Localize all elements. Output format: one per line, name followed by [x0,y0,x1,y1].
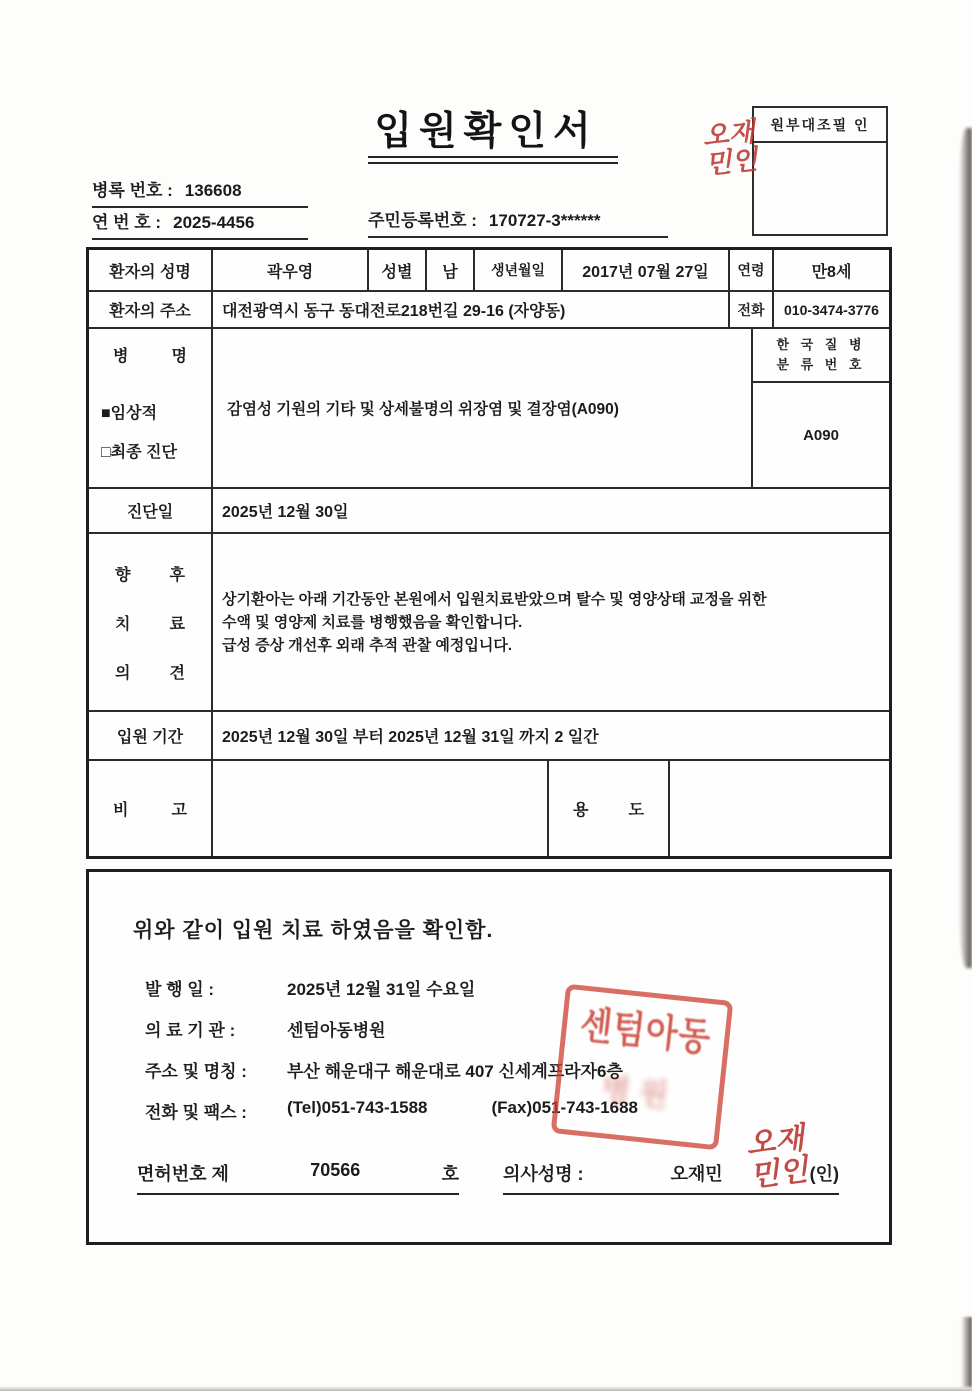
age-value: 만8세 [772,250,889,290]
opinion-label-row2 [115,611,185,634]
license-doctor-row [137,1160,839,1195]
final-diagnosis-checkbox [101,439,199,462]
phone-fax-label: 전화 및 팩스 : [145,1103,247,1122]
opinion-line3: 급성 증상 개선후 외래 추적 관찰 예정입니다. [222,636,512,654]
license-number-value: 70566 [310,1160,361,1180]
diagnosis-name: 감염성 기원의 기타 및 상세불명의 위장염 및 결장염(A090) [227,401,619,418]
opinion-label-char: 견 [169,664,185,682]
opinion-label-char: 료 [169,615,185,633]
age-label: 연령 [728,250,772,290]
scan-edge-shadow-bottom [0,1386,972,1391]
admission-period-value: 2025년 12월 30일 부터 2025년 12월 31일 까지 2 일간 [211,712,889,759]
record-number-label: 병록 번호 : [92,181,173,200]
signature-line: 오재 [744,1121,806,1162]
phone-fax-row [145,1098,638,1123]
institution-label: 의 료 기 관 : [145,1021,236,1040]
hospital-seal-text: 센텀아동 [578,1002,714,1060]
tel-value: (Tel)051-743-1588 [287,1098,428,1117]
record-number-field [92,176,308,208]
scan-edge-shadow-right [959,128,972,968]
serial-number-value: 2025-4456 [173,213,255,232]
table-row-diagnosis-date [89,487,889,532]
resident-number-label: 주민등록번호 : [368,211,477,230]
birthdate-value: 2017년 07월 27일 [561,250,728,290]
kcd-code-value: A090 [803,426,839,444]
opinion-label [89,534,211,710]
resident-number-field [368,206,668,238]
institution-row [145,1016,386,1041]
certification-box [86,869,892,1245]
opinion-label-row3 [115,660,185,683]
remarks-label-right: 고 [171,802,187,819]
scan-edge-shadow-corner [961,1317,972,1387]
serial-number-field [92,208,308,240]
disease-label-right: 명 [171,348,187,365]
usage-label-left: 용 [573,802,589,819]
opinion-label-char: 치 [115,615,131,633]
remarks-label [89,761,211,856]
doctor-name-value: 오재민 [670,1164,723,1184]
address-label: 환자의 주소 [109,303,191,320]
confirmation-statement: 위와 같이 입원 치료 하였음을 확인함. [133,919,494,942]
institution-address-value: 부산 해운대구 해운대로 407 신세계프라자6층 [287,1062,623,1081]
doctor-name-group [503,1160,839,1195]
clinical-checkbox-label: 임상적 [110,405,158,422]
usage-label [547,761,668,856]
issue-date-label: 발 행 일 : [145,980,215,999]
table-row-treatment-opinion [89,532,889,710]
doctor-name-label: 의사성명 : [503,1164,584,1184]
diagnosis-date-value: 2025년 12월 30일 [211,489,889,532]
title-underline [368,156,618,164]
audit-stamp-box [752,106,888,236]
sex-value: 남 [425,250,473,290]
doctor-signature-stamp-top [701,117,759,179]
signature-line: 민인 [704,144,760,180]
opinion-label-char: 의 [115,664,131,682]
kcd-header-line1: 한 국 질 병 [776,337,866,352]
license-number-group [137,1160,459,1195]
birthdate-label: 생년월일 [473,250,561,290]
kcd-code-header [753,329,889,383]
table-row-admission-period [89,710,889,759]
phone-label: 전화 [728,292,772,327]
table-row-diagnosis [89,327,889,487]
issue-date-row [145,975,475,1000]
license-suffix: 호 [441,1164,459,1184]
issue-date-value: 2025년 12월 31일 수요일 [287,980,476,999]
table-row-patient-name [89,250,889,290]
page-title: 입원확인서 [374,110,598,153]
opinion-line2: 수액 및 영양제 치료를 병행했음을 확인합니다. [222,613,523,631]
final-checkbox-label: 최종 진단 [110,444,177,461]
serial-number-label: 연 번 호 : [92,213,162,232]
disease-label-cell [89,329,211,487]
opinion-line1: 상기환아는 아래 기간동안 본원에서 입원치료받았으며 탈수 및 영양상태 교정을 위한 [222,590,767,608]
signature-line: 오재 [701,116,757,152]
disease-label-left: 병 [113,348,129,365]
admission-period-label: 입원 기간 [116,729,184,746]
opinion-text-cell [211,534,889,710]
remarks-value [211,761,547,856]
address-value: 대전광역시 동구 동대전로218번길 29-16 (자양동) [211,292,728,327]
institution-value: 센텀아동병원 [287,1021,386,1040]
institution-address-row [145,1057,623,1082]
sex-label: 성별 [367,250,425,290]
usage-label-right: 도 [628,802,644,819]
record-number-value: 136608 [184,181,242,200]
diagnosis-name-cell [211,329,751,487]
opinion-label-row1 [115,562,185,585]
seal-mark-text: (인) [809,1164,839,1184]
patient-name-value: 곽우영 [211,250,367,290]
patient-info-table [86,247,892,859]
disease-label [101,343,199,366]
table-row-patient-address [89,290,889,327]
clinical-checkbox [101,400,199,423]
opinion-label-char: 후 [169,566,185,584]
phone-value: 010-3474-3776 [772,292,889,327]
remarks-label-left: 비 [113,802,129,819]
usage-value [668,761,889,856]
diagnosis-date-label: 진단일 [126,504,174,521]
final-checkbox-mark: □ [101,444,111,461]
kcd-header-line2: 분 류 번 호 [776,357,866,372]
patient-name-label: 환자의 성명 [109,263,191,281]
clinical-checkbox-mark: ■ [101,405,111,422]
institution-address-label: 주소 및 명칭 : [145,1062,247,1081]
fax-value: (Fax)051-743-1688 [491,1098,638,1117]
audit-stamp-label: 원부대조필 인 [754,108,886,143]
hospital-seal-text-blurred: 병원 [599,1072,679,1114]
license-label: 면허번호 제 [137,1164,229,1184]
kcd-code-cell [751,329,889,487]
table-row-remarks [89,759,889,856]
signature-line: 민인 [748,1152,810,1193]
opinion-label-char: 향 [115,566,131,584]
resident-number-value: 170727-3****** [488,211,601,230]
